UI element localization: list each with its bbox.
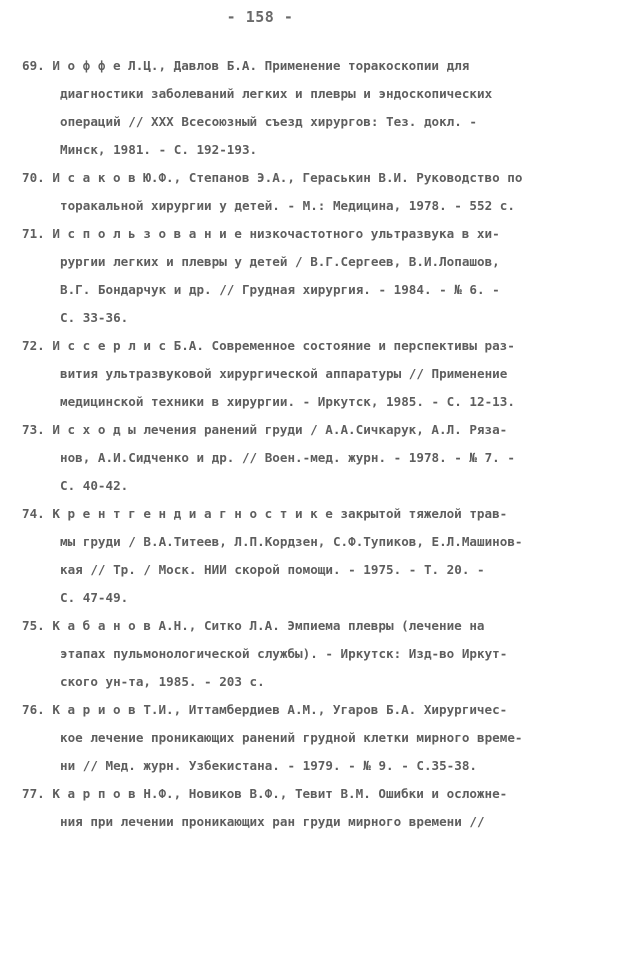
entry-line: ни // Мед. журн. Узбекистана. - 1979. - № 9. - С.35-38. bbox=[60, 758, 478, 773]
bibliography-entry-71 bbox=[22, 220, 618, 332]
bibliography-entry-76 bbox=[22, 696, 618, 780]
entry-line: 76. К а р и о в Т.И., Иттамбердиев А.М., Угаров Б.А. Хирургичес- bbox=[22, 702, 508, 717]
entry-line: кое лечение проникающих ранений грудной клетки мирного време- bbox=[60, 730, 523, 745]
entry-line: С. 47-49. bbox=[60, 590, 129, 605]
entry-line: этапах пульмонологической службы). - Иркутск: Изд-во Иркут- bbox=[60, 646, 508, 661]
entry-line: Минск, 1981. - С. 192-193. bbox=[60, 142, 258, 157]
bibliography-entry-73 bbox=[22, 416, 618, 500]
entry-line: рургии легких и плевры у детей / В.Г.Сергеев, В.И.Лопашов, bbox=[60, 254, 500, 269]
entry-line: 72. И с с е р л и с Б.А. Современное состояние и перспективы раз- bbox=[22, 338, 515, 353]
entry-line: 71. И с п о л ь з о в а н и е низкочастотного ультразвука в хи- bbox=[22, 226, 500, 241]
bibliography-entry-70 bbox=[22, 164, 618, 220]
entry-line: В.Г. Бондарчук и др. // Грудная хирургия. - 1984. - № 6. - bbox=[60, 282, 500, 297]
entry-line: торакальной хирургии у детей. - М.: Медицина, 1978. - 552 с. bbox=[60, 198, 515, 213]
entry-line: 70. И с а к о в Ю.Ф., Степанов Э.А., Гераськин В.И. Руководство по bbox=[22, 170, 523, 185]
entry-line: нов, А.И.Сидченко и др. // Воен.-мед. журн. - 1978. - № 7. - bbox=[60, 450, 515, 465]
entry-line: С. 33-36. bbox=[60, 310, 129, 325]
entry-line: ского ун-та, 1985. - 203 с. bbox=[60, 674, 265, 689]
entry-line: 77. К а р п о в Н.Ф., Новиков В.Ф., Тевит В.М. Ошибки и осложне- bbox=[22, 786, 508, 801]
page-number: - 158 - bbox=[226, 8, 294, 26]
entry-line: операций // XXX Всесоюзный съезд хирургов: Тез. докл. - bbox=[60, 114, 478, 129]
entry-line: мы груди / В.А.Титеев, Л.П.Кордзен, С.Ф.Тупиков, Е.Л.Машинов- bbox=[60, 534, 523, 549]
entry-line: диагностики заболеваний легких и плевры и эндоскопических bbox=[60, 86, 493, 101]
entry-line: ния при лечении проникающих ран груди мирного времени // bbox=[60, 814, 485, 829]
entry-line: 73. И с х о д ы лечения ранений груди / А.А.Сичкарук, А.Л. Рязa- bbox=[22, 422, 508, 437]
bibliography-entry-75 bbox=[22, 612, 618, 696]
entry-line: 75. К а б а н о в А.Н., Ситко Л.А. Эмпиема плевры (лечение на bbox=[22, 618, 485, 633]
entry-line: вития ультразвуковой хирургической аппаратуры // Применение bbox=[60, 366, 508, 381]
bibliography-entry-74 bbox=[22, 500, 618, 612]
bibliography-list bbox=[22, 52, 618, 836]
bibliography-entry-72 bbox=[22, 332, 618, 416]
entry-line: С. 40-42. bbox=[60, 478, 129, 493]
entry-line: 69. И о ф ф е Л.Ц., Давлов Б.А. Применение торакоскопии для bbox=[22, 58, 470, 73]
entry-line: медицинской техники в хирургии. - Иркутск, 1985. - С. 12-13. bbox=[60, 394, 515, 409]
bibliography-entry-77 bbox=[22, 780, 618, 836]
entry-line: кая // Тр. / Моск. НИИ скорой помощи. - 1975. - Т. 20. - bbox=[60, 562, 485, 577]
entry-line: 74. К р е н т г е н д и а г н о с т и к е закрытой тяжелой трав- bbox=[22, 506, 508, 521]
bibliography-entry-69 bbox=[22, 52, 618, 164]
